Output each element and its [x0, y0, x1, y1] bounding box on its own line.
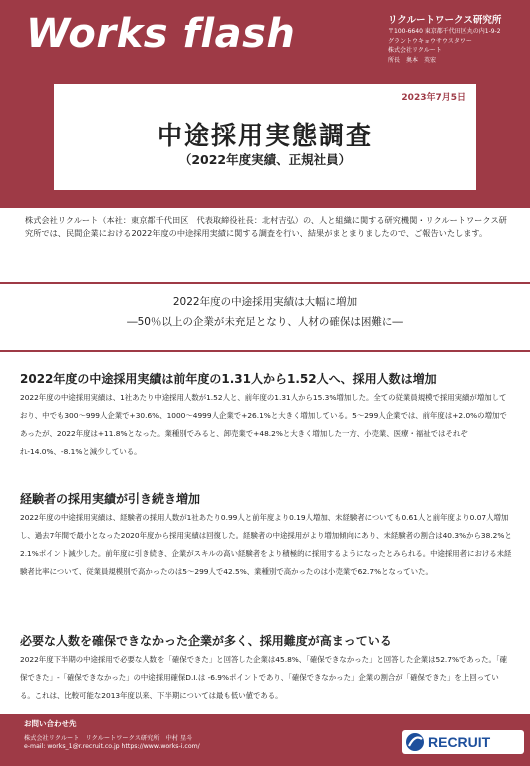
title-box: [54, 84, 476, 190]
section-2-body: 2022年度の中途採用実績は、経験者の採用人数が1社あたり0.99人と前年度より0.19人増加、未経験者についても0.61人と前年度より0.07人増加し、過去7年間で最小となった2020年度から採用実績は回復した。経験者の中途採用がより増加傾向にあり、未経験者の割合は40.3%から38.2%と2.1%ポイント減少した。前年度に引き続き、企業がスキルの高い経験者をより積極的に採用するようになったとみられる。中途採用者における未経験者比率について、従業員規模別で高かったのは5～299人で42.5%、業種別で高かったのは小売業で62.7%となっていた。: [20, 513, 512, 576]
org-name: リクルートワークス研究所: [388, 15, 502, 26]
section-1-body: 2022年度の中途採用実績は、1社あたり中途採用人数が1.52人と、前年度の1.31人から15.3%増加した。全ての従業員規模で採用実績が増加しており、中でも300～999人企業で+30.6%、1000～4999人企業で+26.1%と大きく増加している。5～299人企業では、前年度は+2.0%の増加であったが、2022年度は+11.8%となった。業種別でみると、卸売業で+48.2%と大きく増加した一方、小売業、医療・福祉ではそれぞれ-14.0%、-8.1%と減少している。: [20, 393, 507, 456]
org-director: 所長 奥本 英宏: [388, 56, 437, 64]
org-address: 〒100-6640 東京都千代田区丸の内1-9-2: [388, 28, 501, 35]
publish-date: 2023年7月5日: [401, 93, 466, 103]
section-3-body: 2022年度下半期の中途採用で必要な人数を「確保できた」と回答した企業は45.8%、「確保できなかった」と回答した企業は52.7%であった。「確保できた」-「確保できなかった」の中途採用確保D.I.は -6.9%ポイントであり、「確保できなかった」企業の割合が「確保できた」を上回っている。これは、比較可能な2013年度以来、下半期については最も低い値である。: [20, 655, 507, 700]
recruit-wordmark: RECRUIT: [428, 734, 491, 750]
header-banner: [0, 0, 530, 208]
section-3-title: 必要な人数を確保できなかった企業が多く、採用難度が高まっている: [20, 634, 392, 648]
intro-paragraph: 株式会社リクルート（本社：東京都千代田区 代表取締役社長：北村吉弘）の、人と組織に関する研究機関・リクルートワークス研究所では、民間企業における2022年度の中途採用実績に関する調査を行い、結果がまとまりましたので、ご報告いたします。: [25, 215, 507, 238]
org-info: [388, 14, 526, 65]
divider-top: [0, 282, 530, 284]
page-subtitle: （2022年度実績、正規社員）: [178, 152, 352, 167]
contact-email-url[interactable]: e-mail: works_1@r.recruit.co.jp https://www.works-i.com/: [24, 743, 200, 750]
recruit-logo: [402, 730, 524, 754]
section-2-title: 経験者の採用実績が引き続き増加: [20, 492, 201, 506]
contact-title: お問い合わせ先: [24, 719, 77, 728]
page-title: 中途採用実態調査: [156, 121, 373, 150]
org-company: 株式会社リクルート: [388, 47, 442, 54]
recruit-logo-mark: [402, 730, 524, 754]
works-flash-logo: Works flash: [26, 11, 296, 57]
org-building: グラントウキョウサウスタワー: [388, 37, 472, 45]
headline-sub: ―50％以上の企業が未充足となり、人材の確保は困難に―: [127, 316, 403, 328]
contact-name: 株式会社リクルート リクルートワークス研究所 中村 星斗: [24, 735, 193, 742]
headline-main: 2022年度の中途採用実績は大幅に増加: [172, 296, 358, 308]
section-1-title: 2022年度の中途採用実績は前年度の1.31人から1.52人へ、採用人数は増加: [20, 372, 437, 386]
divider-bottom: [0, 350, 530, 352]
